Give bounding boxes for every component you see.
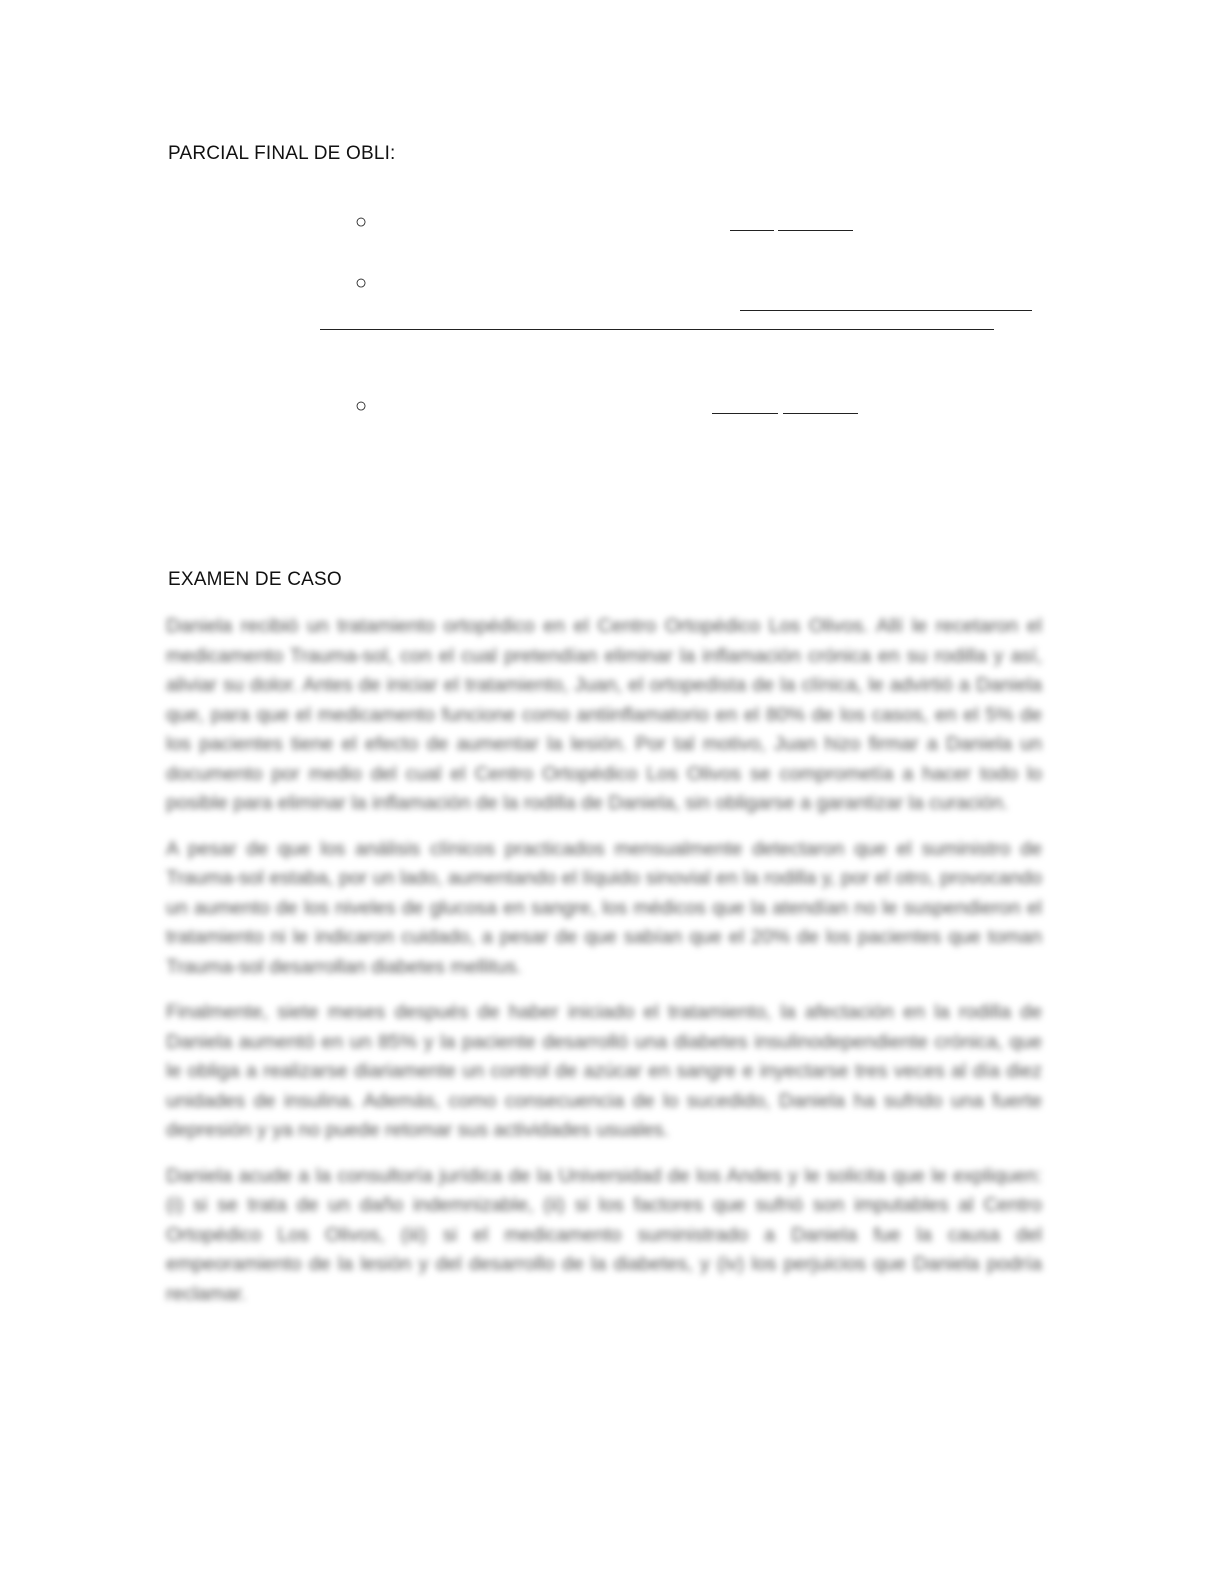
case-paragraph-3: Finalmente, siete meses después de haber iniciado el tratamiento, la afectación en la rodilla de Daniela aumentó en un 85% y la paciente desarrolló una diabetes insulinodependiente crónica, que le obliga a realizarse diariamente un control de azúcar en sangre e inyectarse tres veces al día diez unidades de insulina. Además, como consecuencia de lo sucedido, Daniela ha sufrido una fuerte depresión y ya no puede retomar sus actividades usuales. bbox=[166, 1001, 1042, 1141]
case-text bbox=[166, 612, 1042, 1325]
answer-blank-2b bbox=[320, 329, 994, 330]
case-paragraph-1: Daniela recibió un tratamiento ortopédico en el Centro Ortopédico Los Olivos. Allí le recetaron el medicamento Trauma-sol, con el cual pretendían eliminar la inflamación crónica en su rodilla y así, aliviar su dolor. Antes de iniciar el tratamiento, Juan, el ortopedista de la clínica, le advirtió a Daniela que, para que el medicamento funcione como antiinflamatorio en el 80% de los casos, en el 5% de los pacientes tiene el efecto de aumentar la lesión. Por tal motivo, Juan hizo firmar a Daniela un documento por medio del cual el Centro Ortopédico Los Olivos se comprometía a hacer todo lo posible para eliminar la inflamación de la rodilla de Daniela, sin obligarse a garantizar la curación. bbox=[166, 615, 1042, 814]
answer-blank-2a bbox=[740, 310, 1032, 311]
question-bullet-2: ○ bbox=[355, 272, 368, 294]
answer-blank-3b bbox=[783, 413, 858, 414]
section-heading: EXAMEN DE CASO bbox=[168, 569, 342, 590]
answer-blank-1b bbox=[778, 230, 853, 231]
case-paragraph-2: A pesar de que los análisis clínicos practicados mensualmente detectaron que el suministro de Trauma-sol estaba, por un lado, aumentando el líquido sinovial en la rodilla y, por el otro, provocando un aumento de los niveles de glucosa en sangre, los médicos que la atendían no le suspendieron el tratamiento ni le indicaron cuidado, a pesar de que sabían que el 20% de los pacientes que toman Trauma-sol desarrollan diabetes mellitus. bbox=[166, 837, 1042, 978]
question-bullet-3: ○ bbox=[355, 395, 368, 417]
answer-blank-1a bbox=[730, 230, 774, 231]
document-title: PARCIAL FINAL DE OBLI: bbox=[168, 143, 396, 164]
answer-blank-3a bbox=[712, 413, 778, 414]
question-bullet-1: ○ bbox=[355, 211, 368, 233]
case-paragraph-4: Daniela acude a la consultoría jurídica de la Universidad de los Andes y le solicita que le expliquen: (i) si se trata de un daño indemnizable, (ii) si los factores que sufrió son imputables al Centro Ortopédico Los Olivos, (iii) si el medicamento suministrado a Daniela fue la causa del empeoramiento de la lesión y del desarrollo de la diabetes, y (iv) los perjuicios que Daniela podría reclamar. bbox=[166, 1164, 1042, 1305]
